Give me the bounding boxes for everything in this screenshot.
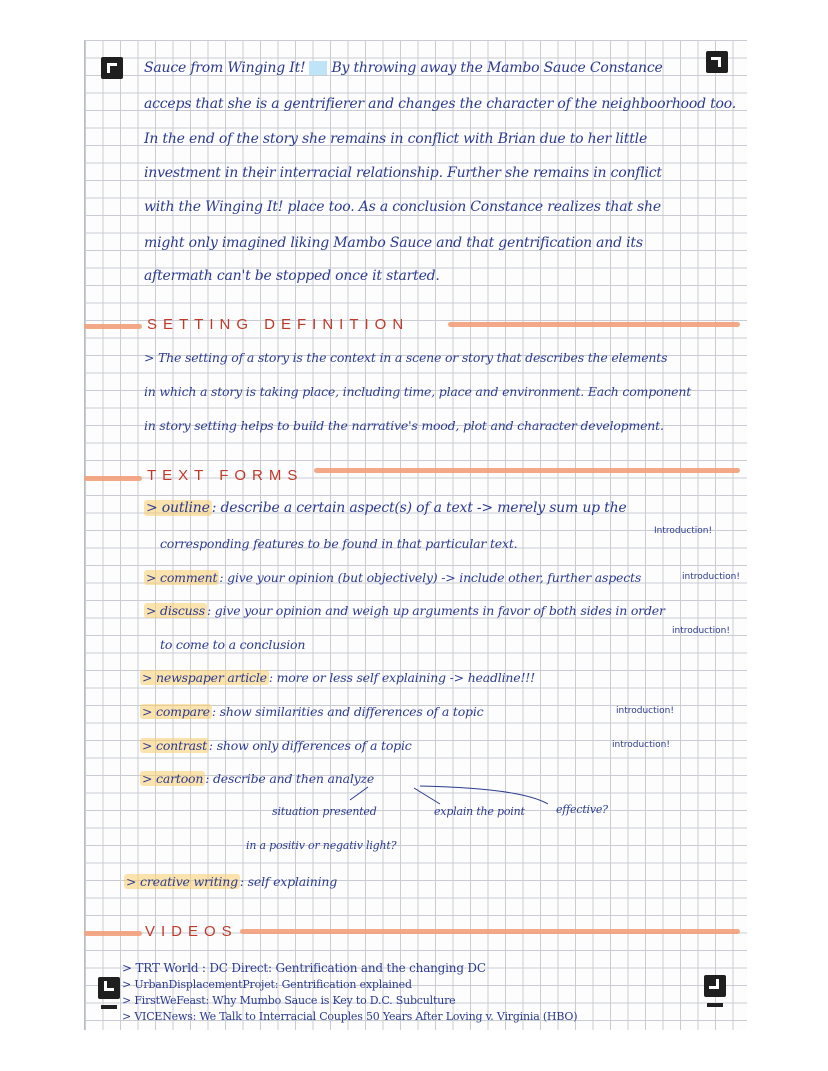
cartoon-branch-point: explain the point [434, 805, 525, 818]
heading-rule [448, 322, 740, 327]
definition-discuss-continued: to come to a conclusion [160, 637, 306, 652]
corner-dash-bottom-left [101, 1005, 117, 1009]
blue-highlight-mark [309, 61, 327, 75]
definition-outline-continued: corresponding features to be found in that particular text. [160, 536, 518, 551]
definition-creative: : self explaining [239, 874, 338, 889]
term-comment: > comment [146, 570, 218, 585]
term-line-outline [144, 500, 626, 516]
corner-mark-top-left-icon [101, 57, 123, 79]
section-heading-setting: SETTING DEFINITION [147, 316, 410, 333]
heading-rule [84, 931, 142, 936]
cartoon-branch-situation: situation presented [272, 805, 377, 818]
note-introduction: introduction! [616, 706, 674, 716]
term-line-creative [124, 874, 337, 889]
cartoon-branch-light: in a positiv or negativ light? [246, 839, 397, 852]
setting-line: in story setting helps to build the narrative's mood, plot and character development. [144, 418, 664, 433]
paragraph-line: acceps that she is a gentrifierer and changes the character of the neighboorhood too. [144, 96, 737, 112]
term-line-newspaper [140, 670, 535, 685]
definition-outline: : describe a certain aspect(s) of a text -> merely sum up the [211, 500, 627, 516]
term-outline: > outline [146, 500, 210, 516]
paragraph-line: investment in their interracial relationship. Further she remains in conflict [144, 165, 662, 181]
definition-cartoon: : describe and then analyze [205, 771, 375, 786]
term-creative-writing: > creative writing [126, 874, 238, 889]
paragraph-line: with the Winging It! place too. As a conclusion Constance realizes that she [144, 199, 661, 215]
paragraph-line-end: By throwing away the Mambo Sauce Constance [331, 60, 663, 76]
paragraph-line: might only imagined liking Mambo Sauce and that gentrification and its [144, 235, 643, 251]
corner-mark-bottom-right-icon [704, 975, 726, 997]
corner-mark-bottom-left-icon [98, 977, 120, 999]
setting-line: in which a story is taking place, including time, place and environment. Each component [144, 384, 692, 399]
term-line-compare [140, 704, 483, 719]
heading-rule [84, 476, 142, 481]
video-list-item: > FirstWeFeast: Why Mumbo Sauce is Key to D.C. Subculture [122, 994, 456, 1007]
note-introduction: introduction! [672, 626, 730, 636]
note-introduction: introduction! [612, 740, 670, 750]
note-introduction: Introduction! [654, 526, 713, 536]
term-line-discuss [144, 603, 665, 618]
heading-rule [84, 324, 142, 329]
corner-mark-top-right-icon [706, 51, 728, 73]
term-line-cartoon [140, 771, 374, 786]
term-discuss: > discuss [146, 603, 205, 618]
definition-comment: : give your opinion (but objectively) -> include other, further aspects [219, 570, 642, 585]
term-line-comment [144, 570, 641, 585]
paragraph-line-start: Sauce from Winging It! [144, 60, 306, 76]
section-heading-text-forms: TEXT FORMS [147, 467, 304, 484]
paragraph-line: In the end of the story she remains in conflict with Brian due to her little [144, 131, 648, 147]
cartoon-branch-effective: effective? [556, 803, 608, 816]
term-line-contrast [140, 738, 412, 753]
heading-rule [240, 929, 740, 934]
heading-rule [314, 468, 740, 473]
definition-newspaper: : more or less self explaining -> headline!!! [268, 670, 535, 685]
setting-line: > The setting of a story is the context in a scene or story that describes the elements [144, 350, 668, 365]
video-list-item: > UrbanDisplacementProjet: Gentrification explained [122, 978, 412, 991]
term-contrast: > contrast [142, 738, 207, 753]
corner-dash-bottom-right [707, 1003, 723, 1007]
note-introduction: introduction! [682, 572, 740, 582]
video-list-item: > TRT World : DC Direct: Gentrification and the changing DC [122, 961, 486, 975]
term-compare: > compare [142, 704, 210, 719]
paragraph-line [144, 60, 663, 76]
definition-compare: : show similarities and differences of a topic [211, 704, 484, 719]
paragraph-line: aftermath can't be stopped once it started. [144, 268, 440, 284]
term-cartoon: > cartoon [142, 771, 204, 786]
video-list-item: > VICENews: We Talk to Interracial Couples 50 Years After Loving v. Virginia (HBO) [122, 1010, 578, 1023]
definition-discuss: : give your opinion and weigh up arguments in favor of both sides in order [206, 603, 665, 618]
term-newspaper-article: > newspaper article [142, 670, 267, 685]
definition-contrast: : show only differences of a topic [208, 738, 412, 753]
section-heading-videos: VIDEOS [145, 923, 238, 940]
